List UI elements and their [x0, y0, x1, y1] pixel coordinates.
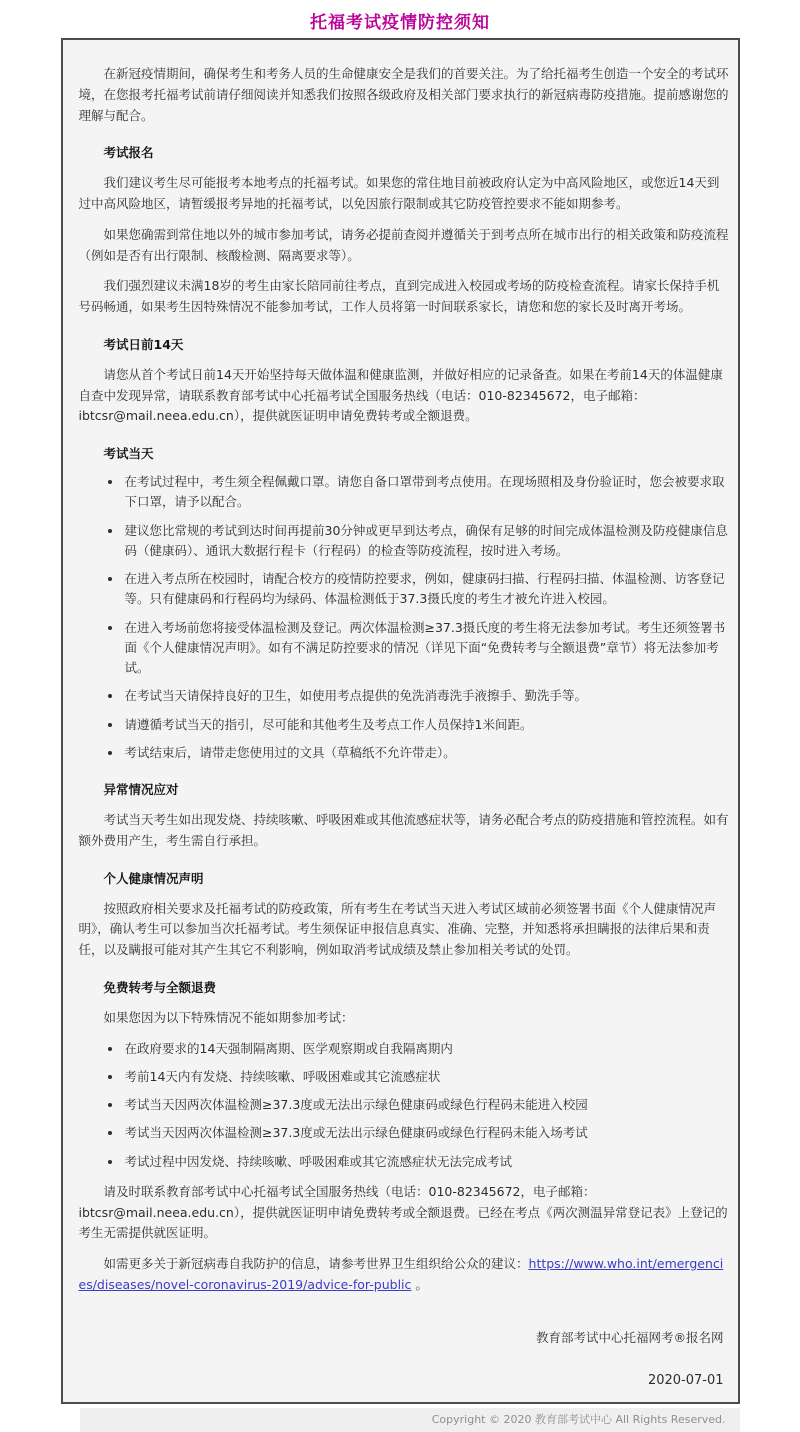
refund-bullet-item: • 考试当天因两次体温检测≥37.3度或无法出示绿色健康码或绿色行程码未能入场考试	[123, 1123, 730, 1143]
examday-bullet-item: • 在进入考点所在校园时，请配合校方的疫情防控要求，例如，健康码扫描、行程码扫描、体温检测、访客登记等。只有健康码和行程码均为绿码、体温检测低于37.3摄氏度的考生才被允许进入校园。	[123, 569, 730, 610]
section-heading-abnormal: 异常情况应对	[103, 782, 179, 797]
page-title: 托福考试疫情防控须知	[310, 13, 490, 33]
examday-bullet-item: • 建议您比常规的考试到达时间再提前30分钟或更早到达考点，确保有足够的时间完成体温检测及防疫健康信息码（健康码）、通讯大数据行程卡（行程码）的检查等防疫流程，按时进入考场。	[123, 521, 730, 562]
footer	[61, 1408, 740, 1432]
examday-bullet-list	[79, 472, 730, 763]
section-heading-refund: 免费转考与全额退费	[103, 979, 217, 995]
who-advice-prefix: 如需更多关于新冠病毒自我防护的信息，请参考世界卫生组织给公众的建议：	[103, 1256, 529, 1271]
registration-paragraph-1: 我们建议考生尽可能报考本地考点的托福考试。如果您的常住地目前被政府认定为中高风险地区，或您近14天到过中高风险地区，请暂缓报考异地的托福考试，以免因旅行限制或其它防疫管控要求不能如期参考。	[78, 175, 720, 211]
before14days-paragraph: 请您从首个考试日前14天开始坚持每天做体温和健康监测，并做好相应的记录备查。如果在考前14天的体温健康自查中发现异常，请联系教育部考试中心托福考试全国服务热线（电话：010-82345672，电子邮箱：ibtcsr@mail.neea.edu.cn），提供就医证明申请免费转考或全额退费。	[78, 366, 723, 424]
refund-bullet-item: • 考试过程中因发烧、持续咳嗽、呼吸困难或其它流感症状无法完成考试	[123, 1152, 730, 1172]
signoff-date: 2020-07-01	[647, 1373, 724, 1389]
examday-bullet-item: • 考试结束后，请带走您使用过的文具（草稿纸不允许带走）。	[123, 743, 730, 763]
section-heading-health-declaration: 个人健康情况声明	[103, 870, 204, 886]
examday-bullet-item: • 在考试当天请保持良好的卫生，如使用考点提供的免洗消毒洗手液擦手、勤洗手等。	[123, 686, 730, 706]
refund-contact-paragraph: 请及时联系教育部考试中心托福考试全国服务热线（电话：010-82345672，电子邮箱：ibtcsr@mail.neea.edu.cn），提供就医证明申请免费转考或全额退费。已经在考点《两次测温异常登记表》上登记的考生无需提供就医证明。	[78, 1183, 728, 1241]
who-advice-link[interactable]: https://www.who.int/emergencies/diseases/novel-coronavirus-2019/advice-for-public	[78, 1256, 724, 1292]
who-advice-suffix: 。	[411, 1276, 428, 1292]
who-advice-paragraph	[79, 1254, 730, 1296]
refund-intro-paragraph: 如果您因为以下特殊情况不能如期参加考试：	[103, 1009, 354, 1025]
examday-bullet-item: • 在进入考场前您将接受体温检测及登记。两次体温检测≥37.3摄氏度的考生将无法参加考试。考生还须签署书面《个人健康情况声明》。如有不满足防控要求的情况（详见下面“免费转考与全额退费”章节）将无法参加考试。	[123, 618, 730, 679]
registration-paragraph-2: 如果您确需到常住地以外的城市参加考试，请务必提前查阅并遵循关于到考点所在城市出行的相关政策和防疫流程（例如是否有出行限制、核酸检测、隔离要求等）。	[78, 226, 729, 263]
examday-bullet-item: • 请遵循考试当天的指引，尽可能和其他考生及考点工作人员保持1米间距。	[123, 715, 730, 735]
refund-bullet-item: • 考前14天内有发烧、持续咳嗽、呼吸困难或其它流感症状	[123, 1067, 730, 1087]
section-heading-registration: 考试报名	[103, 145, 154, 161]
section-heading-examday: 考试当天	[103, 446, 154, 461]
section-heading-before14days: 考试日前14天	[103, 336, 184, 352]
abnormal-paragraph: 考试当天考生如出现发烧、持续咳嗽、呼吸困难或其他流感症状等，请务必配合考点的防疫措施和管控流程。如有额外费用产生，考生需自行承担。	[78, 812, 729, 848]
health-declaration-paragraph: 按照政府相关要求及托福考试的防疫政策，所有考生在考试当天进入考试区域前必须签署书面《个人健康情况声明》，确认考生可以参加当次托福考试。考生须保证申报信息真实、准确、完整，并知悉将承担瞒报的法律后果和责任，以及瞒报可能对其产生其它不利影响，例如取消考试成绩及禁止参加相关考试的处罚。	[78, 900, 717, 957]
copyright-text: Copyright © 2020 教育部考试中心 All Rights Reserved.	[80, 1408, 740, 1432]
notice-box	[61, 38, 740, 1404]
intro-paragraph: 在新冠疫情期间，确保考生和考务人员的生命健康安全是我们的首要关注。为了给托福考生创造一个安全的考试环境，在您报考托福考试前请仔细阅读并知悉我们按照各级政府及相关部门要求执行的新冠病毒防疫措施。提前感谢您的理解与配合。	[78, 66, 729, 123]
registration-paragraph-3: 我们强烈建议未满18岁的考生由家长陪同前往考点，直到完成进入校园或考场的防疫检查流程。请家长保持手机号码畅通，如果考生因特殊情况不能参加考试，工作人员将第一时间联系家长，请您和您的家长及时离开考场。	[78, 278, 720, 314]
refund-bullet-item: • 考试当天因两次体温检测≥37.3度或无法出示绿色健康码或绿色行程码未能进入校园	[123, 1095, 730, 1115]
examday-bullet-item: • 在考试过程中，考生须全程佩戴口罩。请您自备口罩带到考点使用。在现场照相及身份验证时，您会被要求取下口罩，请予以配合。	[123, 472, 730, 513]
refund-bullet-item: • 在政府要求的14天强制隔离期、医学观察期或自我隔离期内	[123, 1039, 730, 1059]
refund-bullet-list	[79, 1039, 730, 1172]
signoff-organization: 教育部考试中心托福网考®报名网	[535, 1329, 724, 1345]
